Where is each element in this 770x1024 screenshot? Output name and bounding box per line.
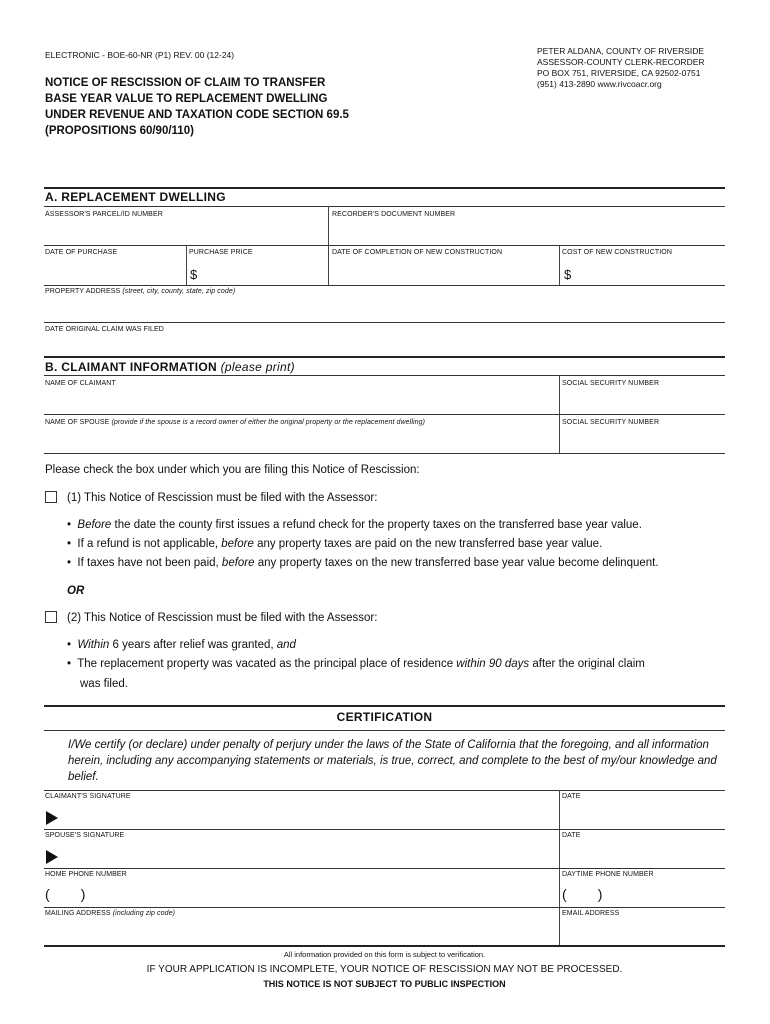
recorder-document-field[interactable]	[330, 220, 724, 244]
spouse-ssn-field[interactable]	[561, 429, 724, 452]
option-1-checkbox[interactable]	[45, 491, 57, 503]
section-a-top-rule	[44, 187, 725, 189]
spouse-signature-label: SPOUSE'S SIGNATURE	[45, 832, 125, 839]
email-address-field[interactable]	[561, 919, 724, 944]
option-2-checkbox[interactable]	[45, 611, 57, 623]
sign-here-arrow-icon	[46, 850, 58, 864]
spouse-ssn-label: SOCIAL SECURITY NUMBER	[562, 419, 660, 426]
divider	[44, 868, 725, 869]
original-claim-date-label: DATE ORIGINAL CLAIM WAS FILED	[45, 326, 164, 333]
verification-note: All information provided on this form is subject to verification.	[283, 950, 486, 959]
daytime-phone-area-code: ( )	[562, 886, 603, 902]
certification-top-rule	[44, 705, 725, 707]
spouse-signature-field[interactable]	[62, 841, 557, 867]
incomplete-warning: IF YOUR APPLICATION IS INCOMPLETE, YOUR NOTICE OF RESCISSION MAY NOT BE PROCESSED.	[146, 964, 623, 975]
or-separator: OR	[67, 585, 85, 597]
divider	[44, 206, 725, 207]
divider	[44, 375, 725, 376]
assessor-office-address: PETER ALDANA, COUNTY OF RIVERSIDE ASSESSOR-COUNTY CLERK-RECORDER PO BOX 751, RIVERSIDE, CA 92502-0751 (951) 413-2890 www.rivcoacr.org	[537, 46, 705, 89]
spouse-name-label: NAME OF SPOUSE (provide if the spouse is a record owner of either the original property or the replacement dwelling)	[45, 419, 426, 426]
divider	[186, 245, 187, 285]
home-phone-area-code: ( )	[45, 886, 86, 902]
parcel-number-label: ASSESSOR'S PARCEL/ID NUMBER	[45, 211, 163, 218]
claimant-name-field[interactable]	[44, 390, 557, 414]
public-inspection-notice: THIS NOTICE IS NOT SUBJECT TO PUBLIC INSPECTION	[263, 979, 506, 989]
spouse-date-field[interactable]	[561, 841, 724, 867]
option-1-label: (1) This Notice of Rescission must be filed with the Assessor:	[67, 492, 378, 504]
daytime-phone-label: DAYTIME PHONE NUMBER	[562, 871, 654, 878]
ssn-label: SOCIAL SECURITY NUMBER	[562, 380, 660, 387]
daytime-phone-field[interactable]	[561, 880, 724, 906]
cost-dollar: $	[564, 267, 572, 282]
claimant-name-label: NAME OF CLAIMANT	[45, 380, 116, 387]
option-2-bullet-2: • The replacement property was vacated as the principal place of residence within 90 days after the original claim	[67, 658, 645, 670]
divider	[44, 453, 725, 454]
instructions-intro: Please check the box under which you are filing this Notice of Rescission:	[45, 464, 420, 476]
divider	[44, 245, 725, 246]
date-of-purchase-field[interactable]	[44, 258, 184, 284]
parcel-number-field[interactable]	[44, 220, 326, 244]
section-b-top-rule	[44, 356, 725, 358]
property-address-label: PROPERTY ADDRESS (street, city, county, state, zip code)	[45, 288, 236, 295]
option-1-bullet-1: • Before the date the county first issues a refund check for the property taxes on the transferred base year value.	[67, 519, 642, 531]
divider	[44, 790, 725, 791]
purchase-price-label: PURCHASE PRICE	[189, 249, 253, 256]
divider	[328, 245, 329, 285]
claimant-date-label: DATE	[562, 793, 581, 800]
property-address-field[interactable]	[44, 298, 724, 322]
claimant-signature-field[interactable]	[62, 802, 557, 828]
cost-new-construction-field[interactable]	[575, 258, 724, 284]
certification-statement: I/We certify (or declare) under penalty of perjury under the laws of the State of California that the foregoing, and all information herein, including any accompanying statements or materials, is true, correct, and complete to the best of my/our knowledge and belief.	[68, 739, 717, 783]
divider	[44, 285, 725, 286]
option-1-bullet-2: • If a refund is not applicable, before any property taxes are paid on the new transferred base year value.	[67, 538, 603, 550]
purchase-price-field[interactable]	[200, 258, 326, 284]
divider	[44, 322, 725, 323]
home-phone-field[interactable]	[44, 880, 557, 906]
option-1-bullet-3: • If taxes have not been paid, before any property taxes on the new transferred base year value become delinquent.	[67, 557, 659, 569]
purchase-price-dollar: $	[190, 267, 198, 282]
claimant-signature-label: CLAIMANT'S SIGNATURE	[45, 793, 131, 800]
divider	[44, 730, 725, 731]
home-phone-label: HOME PHONE NUMBER	[45, 871, 127, 878]
claimant-date-field[interactable]	[561, 802, 724, 828]
completion-date-label: DATE OF COMPLETION OF NEW CONSTRUCTION	[332, 249, 503, 256]
certification-title: CERTIFICATION	[336, 710, 433, 724]
spouse-date-label: DATE	[562, 832, 581, 839]
mailing-address-label: MAILING ADDRESS (including zip code)	[45, 910, 176, 917]
section-a-title: A. REPLACEMENT DWELLING	[45, 190, 226, 204]
form-id: ELECTRONIC - BOE-60-NR (P1) REV. 00 (12-24)	[45, 50, 235, 60]
completion-date-field[interactable]	[330, 258, 557, 284]
email-address-label: EMAIL ADDRESS	[562, 910, 620, 917]
date-of-purchase-label: DATE OF PURCHASE	[45, 249, 118, 256]
divider	[44, 414, 725, 415]
cost-new-construction-label: COST OF NEW CONSTRUCTION	[562, 249, 672, 256]
certification-bottom-rule	[44, 945, 725, 947]
section-b-title: B. CLAIMANT INFORMATION (please print)	[45, 360, 295, 374]
divider	[328, 206, 329, 246]
divider	[559, 245, 560, 285]
sign-here-arrow-icon	[46, 811, 58, 825]
divider	[44, 907, 725, 908]
original-claim-date-field[interactable]	[44, 335, 724, 355]
option-2-bullet-2-cont: was filed.	[80, 678, 128, 690]
option-2-label: (2) This Notice of Rescission must be filed with the Assessor:	[67, 612, 378, 624]
ssn-field[interactable]	[561, 390, 724, 414]
recorder-document-label: RECORDER'S DOCUMENT NUMBER	[332, 211, 456, 218]
option-2-bullet-1: • Within 6 years after relief was granted, and	[67, 639, 296, 651]
mailing-address-field[interactable]	[44, 919, 557, 944]
form-title: NOTICE OF RESCISSION OF CLAIM TO TRANSFER BASE YEAR VALUE TO REPLACEMENT DWELLING UNDER REVENUE AND TAXATION CODE SECTION 69.5 (PROPOSITIONS 60/90/110)	[45, 77, 349, 137]
divider	[44, 829, 725, 830]
spouse-name-field[interactable]	[44, 429, 557, 452]
